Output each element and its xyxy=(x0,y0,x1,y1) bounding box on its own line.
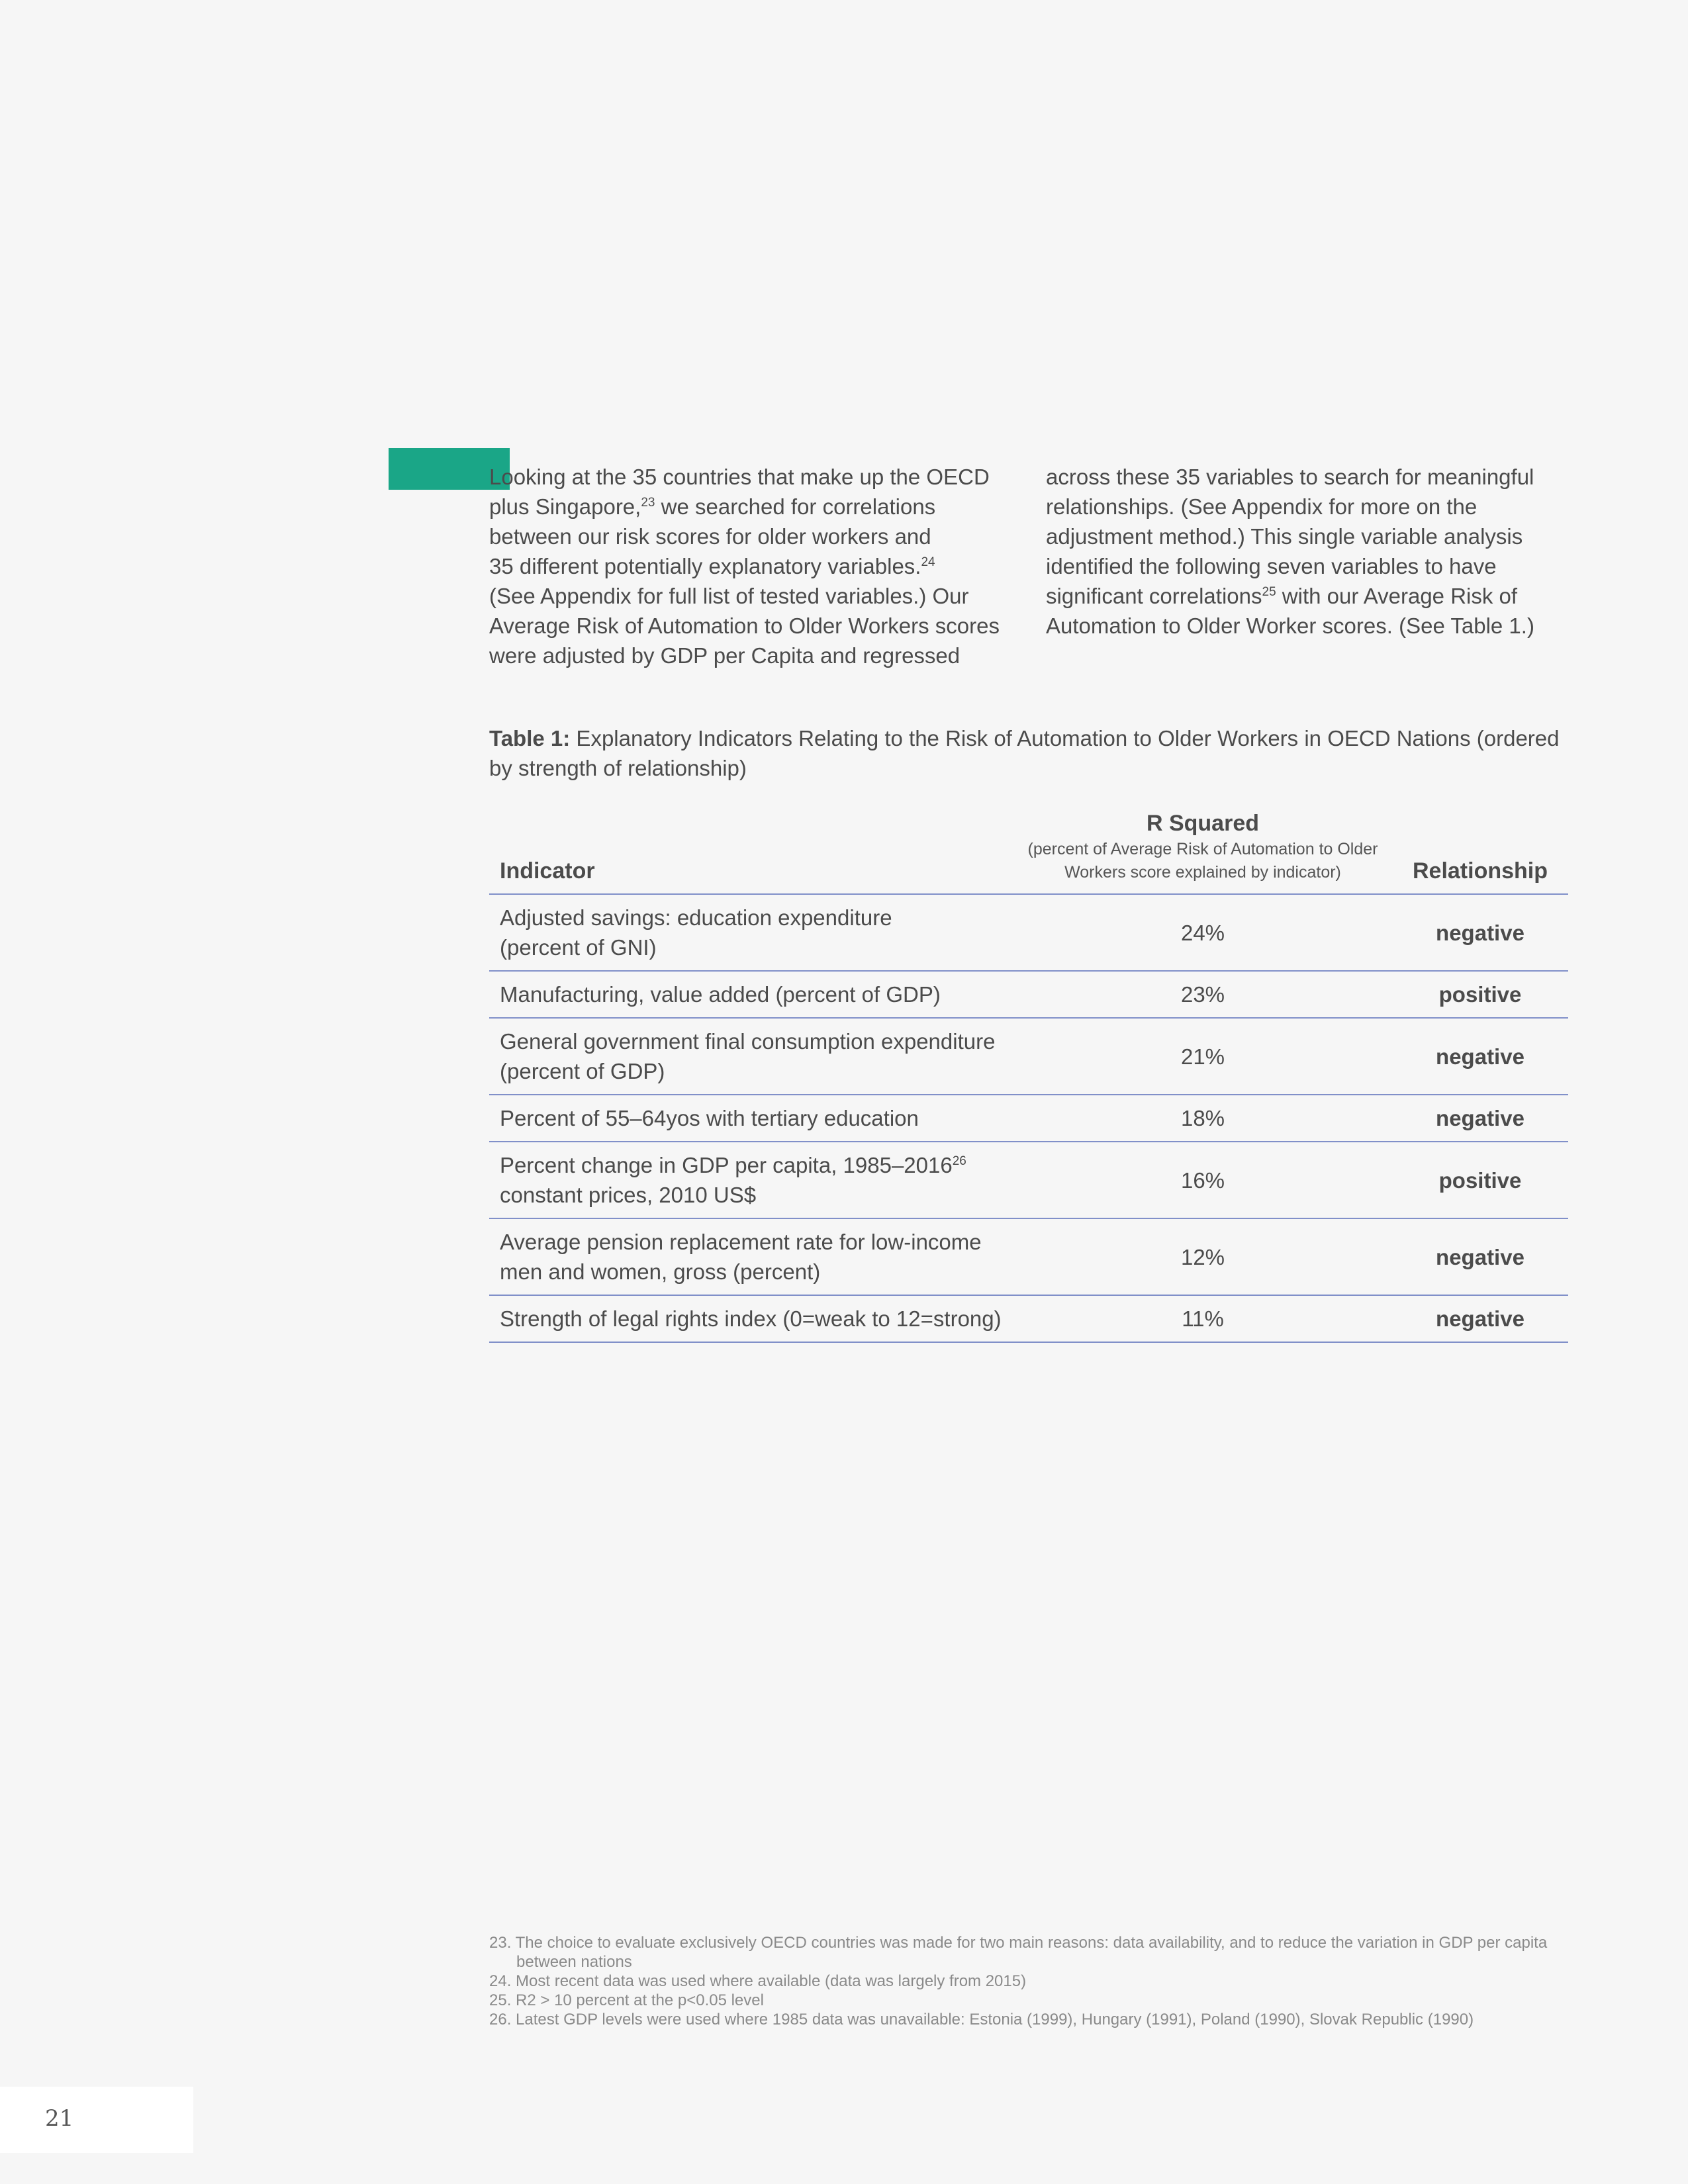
r-squared-cell: 23% xyxy=(1013,971,1392,1018)
intro-paragraph-right: across these 35 variables to search for meaningful relationships. (See Appendix for more on the adjustment method.) This single variable analysis identified the following seven variables to have significant correlations$^{25}$ with our Average Risk of Automation to Older Worker scores. (See Table 1.) xyxy=(1046,465,1534,638)
indicator-cell: Average pension replacement rate for low-income men and women, gross (percent) xyxy=(489,1218,1013,1295)
header-r-squared-title: R Squared xyxy=(1146,811,1260,836)
relationship-cell: negative xyxy=(1392,1295,1568,1342)
footnote-26: 26. Latest GDP levels were used where 1985 data was unavailable: Estonia (1999), Hungary (1991), Poland (1990), Slovak Republic (1990) xyxy=(489,2011,1474,2028)
r-squared-cell: 11% xyxy=(1013,1295,1392,1342)
table-body xyxy=(489,894,1568,1342)
intro-left-column xyxy=(489,462,1012,670)
relationship-cell: negative xyxy=(1392,894,1568,971)
relationship-cell: positive xyxy=(1392,1142,1568,1218)
r-squared-cell: 12% xyxy=(1013,1218,1392,1295)
page-number-box xyxy=(0,2087,193,2153)
indicator-cell: Manufacturing, value added (percent of GDP) xyxy=(489,971,1013,1018)
indicator-cell: Adjusted savings: education expenditure (percent of GNI) xyxy=(489,894,1013,971)
table-caption-label: Table 1: xyxy=(489,726,571,751)
relationship-cell: negative xyxy=(1392,1218,1568,1295)
indicator-cell: Strength of legal rights index (0=weak to 12=strong) xyxy=(489,1295,1013,1342)
footnotes xyxy=(489,1933,1568,2029)
table-caption xyxy=(489,723,1575,783)
header-relationship: Relationship xyxy=(1392,809,1568,894)
table-row xyxy=(489,1142,1568,1218)
relationship-cell: positive xyxy=(1392,971,1568,1018)
table-row xyxy=(489,1095,1568,1142)
intro-right-column xyxy=(1046,462,1575,641)
footnote-23: 23. The choice to evaluate exclusively OECD countries was made for two main reasons: data availability, and to reduce the variation in GDP per capita between nations xyxy=(489,1934,1548,1971)
table-row xyxy=(489,1295,1568,1342)
table-caption-text: Explanatory Indicators Relating to the Risk of Automation to Older Workers in OECD Nations (ordered by strength of relationship) xyxy=(489,726,1560,780)
r-squared-cell: 18% xyxy=(1013,1095,1392,1142)
page-number: 21 xyxy=(45,2105,74,2132)
r-squared-cell: 21% xyxy=(1013,1018,1392,1095)
footnote-25: 25. R2 > 10 percent at the p<0.05 level xyxy=(489,1991,764,2009)
table-header-row xyxy=(489,809,1568,894)
header-indicator: Indicator xyxy=(489,809,1013,894)
table-row xyxy=(489,1218,1568,1295)
indicator-cell: Percent change in GDP per capita, 1985–2016$^{26}$ constant prices, 2010 US$ xyxy=(489,1142,1013,1218)
header-r-squared xyxy=(1013,809,1392,894)
relationship-cell: negative xyxy=(1392,1018,1568,1095)
header-r-squared-subtitle: (percent of Average Risk of Automation to Older Workers score explained by indicator) xyxy=(1027,840,1378,882)
footnote-24: 24. Most recent data was used where available (data was largely from 2015) xyxy=(489,1972,1027,1990)
r-squared-cell: 16% xyxy=(1013,1142,1392,1218)
relationship-cell: negative xyxy=(1392,1095,1568,1142)
table-row xyxy=(489,1018,1568,1095)
indicators-table xyxy=(489,809,1568,1343)
r-squared-cell: 24% xyxy=(1013,894,1392,971)
table-row xyxy=(489,971,1568,1018)
intro-paragraph-left: Looking at the 35 countries that make up the OECD plus Singapore,$^{23}$ we searched for correlations between our risk scores for older workers and 35 different potentially explanatory variables.$^{24}$ (See Appendix for full list of tested variables.) Our Average Risk of Automation to Older Workers scores were adjusted by GDP per Capita and regressed xyxy=(489,465,1000,668)
indicator-cell: General government final consumption expenditure (percent of GDP) xyxy=(489,1018,1013,1095)
table-row xyxy=(489,894,1568,971)
indicator-cell: Percent of 55–64yos with tertiary education xyxy=(489,1095,1013,1142)
